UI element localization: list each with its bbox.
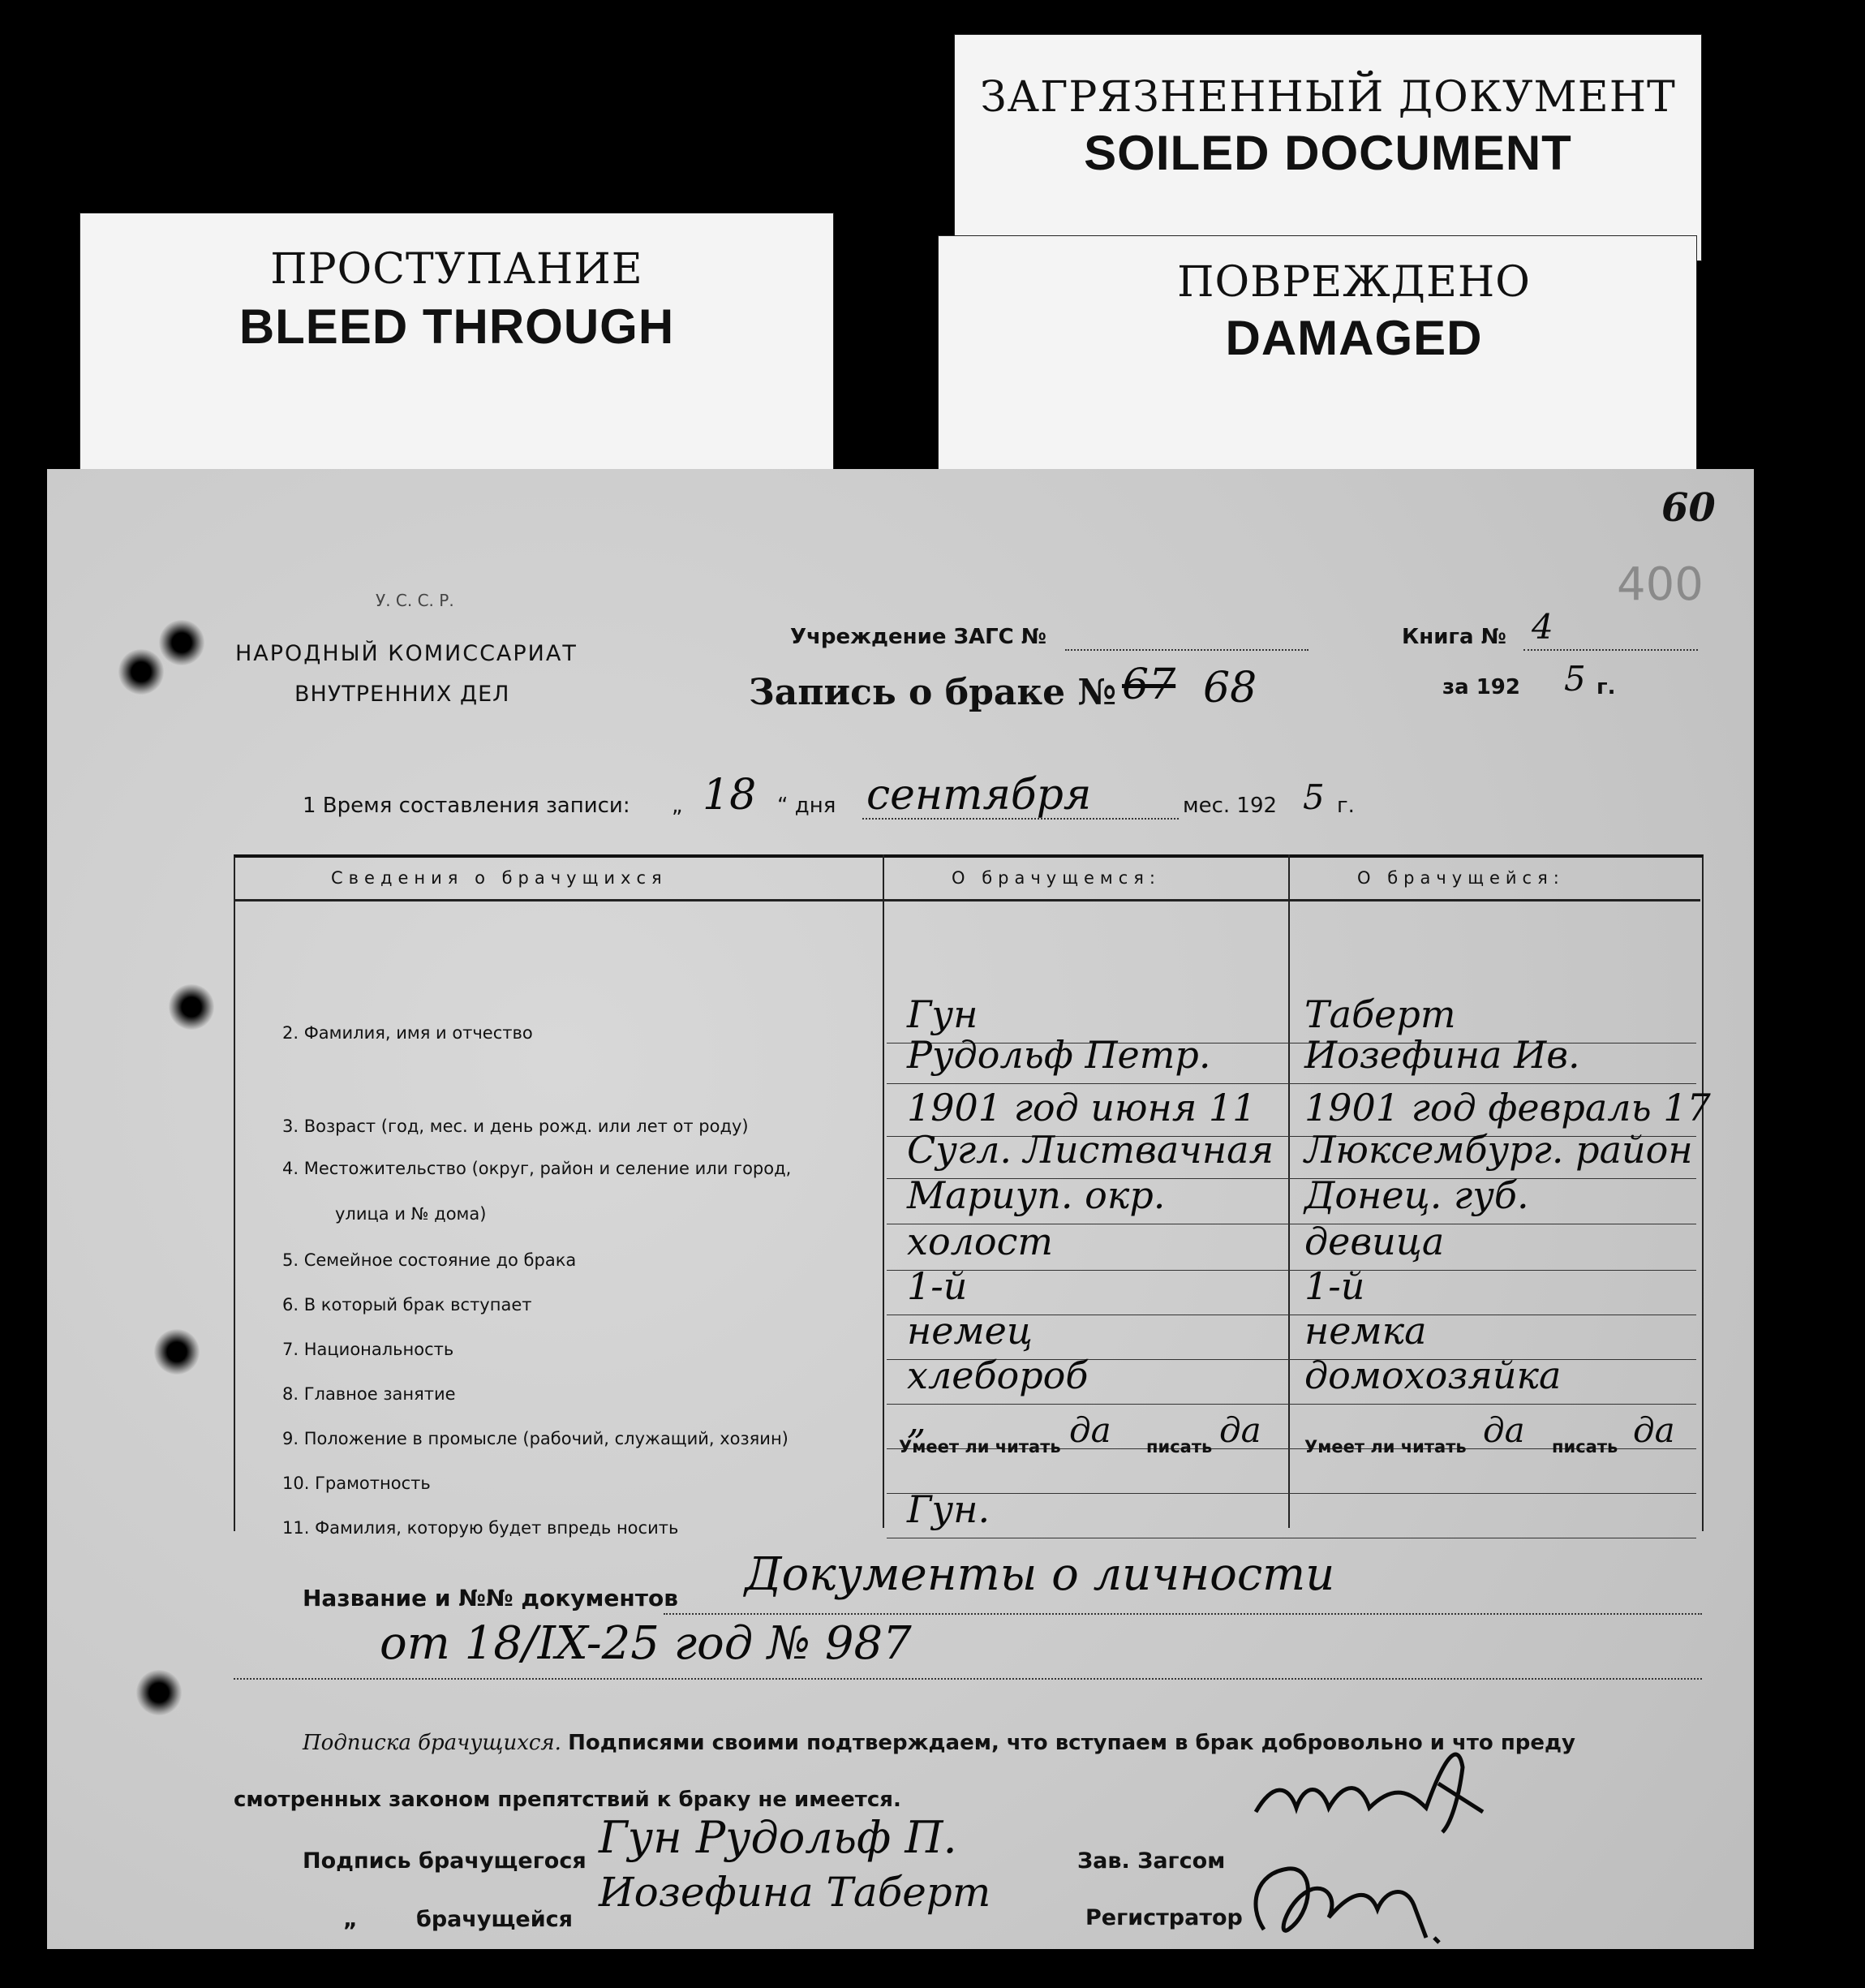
row-label: 3. Возраст (год, мес. и день рожд. или лет от роду) bbox=[282, 1117, 749, 1136]
record-time-label: 1 Время составления записи: bbox=[303, 794, 630, 818]
year-suffix: г. bbox=[1596, 675, 1616, 699]
bleed-through-ru: ПРОСТУПАНИЕ bbox=[270, 245, 643, 294]
row-label: 5. Семейное состояние до брака bbox=[282, 1250, 577, 1270]
documents-line-1 bbox=[664, 1613, 1702, 1615]
zags-label: Учреждение ЗАГС № bbox=[790, 625, 1047, 649]
pledge-text-1: Подписями своими подтверждаем, что вступаем в брак добровольно и что преду bbox=[568, 1731, 1575, 1755]
documents-line-2 bbox=[234, 1678, 1702, 1680]
col-header-info: Сведения о брачущихся bbox=[331, 868, 668, 888]
row-label: 8. Главное занятие bbox=[282, 1384, 456, 1404]
row-rule bbox=[887, 1270, 1696, 1271]
groom-value: Мариуп. окр. bbox=[907, 1173, 1166, 1217]
groom-read-value: да bbox=[1069, 1410, 1111, 1450]
mes-label: мес. 192 bbox=[1183, 794, 1278, 818]
page-number: 60 bbox=[1661, 485, 1716, 531]
row-label: улица и № дома) bbox=[335, 1204, 487, 1224]
groom-write-label: писать bbox=[1146, 1437, 1213, 1457]
groom-value: „ bbox=[907, 1398, 926, 1442]
registrar-signature bbox=[1240, 1840, 1483, 1962]
record-month: сентября bbox=[866, 771, 1092, 820]
bride-value: 1-й bbox=[1304, 1264, 1365, 1308]
groom-signature: Гун Рудольф П. bbox=[599, 1812, 957, 1863]
groom-value: 1901 год июня 11 bbox=[907, 1086, 1257, 1130]
row-label: 4. Местожительство (округ, район и селение или город, bbox=[282, 1159, 792, 1178]
row-rule bbox=[887, 1083, 1696, 1084]
row-label: 11. Фамилия, которую будет впредь носить bbox=[282, 1518, 679, 1538]
record-day: 18 bbox=[703, 771, 757, 820]
row-rule bbox=[887, 1493, 1696, 1494]
record-number: 68 bbox=[1203, 664, 1257, 712]
row-label: 2. Фамилия, имя и отчество bbox=[282, 1023, 533, 1043]
soiled-document-en: SOILED DOCUMENT bbox=[1084, 126, 1572, 180]
bride-read-label: Умеет ли читать bbox=[1304, 1437, 1467, 1457]
groom-value: Рудольф Петр. bbox=[907, 1033, 1211, 1077]
pledge-title: Подписка брачущихся. bbox=[303, 1731, 561, 1755]
bride-value: немка bbox=[1304, 1309, 1427, 1353]
pledge-line-2: смотренных законом препятствий к браку не имеется. bbox=[234, 1788, 901, 1812]
record-year-digit: 5 bbox=[1303, 777, 1325, 817]
bride-write-label: писать bbox=[1552, 1437, 1618, 1457]
punch-hole bbox=[169, 984, 214, 1030]
row-rule bbox=[887, 1404, 1696, 1405]
groom-value: Гун bbox=[907, 992, 978, 1036]
soiled-document-ru: ЗАГРЯЗНЕННЫЙ ДОКУМЕНТ bbox=[980, 73, 1676, 122]
row-label: 10. Грамотность bbox=[282, 1474, 431, 1493]
damaged-en: DAMAGED bbox=[1225, 311, 1483, 365]
bride-signature-label: брачущейся bbox=[416, 1907, 573, 1932]
punch-hole bbox=[154, 1329, 200, 1375]
book-line bbox=[1523, 649, 1698, 651]
bride-value: Люксембург. район bbox=[1304, 1128, 1693, 1172]
bride-write-value: да bbox=[1633, 1410, 1675, 1450]
book-label: Книга № bbox=[1402, 625, 1506, 649]
bride-value: девица bbox=[1304, 1220, 1445, 1263]
groom-value: немец bbox=[907, 1309, 1033, 1353]
registrar-label: Регистратор bbox=[1085, 1905, 1243, 1930]
bride-value: 1901 год февраль 17 bbox=[1304, 1086, 1711, 1130]
col-header-groom: О брачущемся: bbox=[952, 868, 1161, 888]
groom-signature-label: Подпись брачущегося bbox=[303, 1848, 587, 1874]
groom-read-label: Умеет ли читать bbox=[899, 1437, 1061, 1457]
commissariat-line-2: ВНУТРЕННИХ ДЕЛ bbox=[294, 682, 510, 707]
bride-value: Таберт bbox=[1304, 992, 1456, 1036]
bride-value: домохозяйка bbox=[1304, 1353, 1562, 1397]
head-zags-label: Зав. Загсом bbox=[1077, 1848, 1226, 1874]
head-zags-signature bbox=[1240, 1735, 1515, 1857]
bride-value: Донец. губ. bbox=[1304, 1173, 1529, 1217]
documents-value-2: от 18/IX-25 год № 987 bbox=[380, 1617, 912, 1670]
signature-quote: „ bbox=[343, 1907, 358, 1932]
marriage-record-sheet bbox=[47, 469, 1754, 1949]
damaged-flag bbox=[938, 235, 1697, 471]
ussr-label: У. С. С. Р. bbox=[376, 591, 454, 610]
record-title: Запись о браке № bbox=[749, 672, 1117, 713]
record-number-struck: 67 bbox=[1122, 661, 1176, 709]
bleed-through-en: BLEED THROUGH bbox=[238, 299, 675, 354]
groom-value: хлебороб bbox=[907, 1353, 1089, 1397]
groom-value: Гун. bbox=[907, 1487, 991, 1531]
bride-value: Иозефина Ив. bbox=[1304, 1033, 1580, 1077]
row-label: 7. Национальность bbox=[282, 1340, 454, 1359]
bride-read-value: да bbox=[1483, 1410, 1525, 1450]
punch-hole bbox=[136, 1670, 182, 1715]
year-label: за 192 bbox=[1442, 675, 1520, 699]
quote-close: “ дня bbox=[777, 794, 836, 818]
soiled-document-flag bbox=[954, 34, 1702, 261]
row-label: 6. В который брак вступает bbox=[282, 1295, 532, 1315]
zags-line bbox=[1065, 649, 1309, 651]
year-digit: 5 bbox=[1564, 659, 1586, 699]
groom-write-value: да bbox=[1219, 1410, 1261, 1450]
damaged-ru: ПОВРЕЖДЕНО bbox=[1177, 258, 1531, 307]
commissariat-line-1: НАРОДНЫЙ КОМИССАРИАТ bbox=[235, 641, 578, 666]
groom-value: холост bbox=[907, 1220, 1054, 1263]
documents-value-1: Документы о личности bbox=[745, 1548, 1335, 1601]
g-label: г. bbox=[1337, 794, 1355, 818]
column-divider bbox=[883, 854, 884, 1528]
groom-value: 1-й bbox=[907, 1264, 968, 1308]
punch-hole bbox=[118, 649, 164, 695]
bleed-through-flag bbox=[79, 213, 834, 488]
month-line bbox=[862, 818, 1179, 820]
quote-open: „ bbox=[672, 794, 683, 818]
header-rule bbox=[234, 899, 1700, 901]
row-label: 9. Положение в промысле (рабочий, служащий, хозяин) bbox=[282, 1429, 789, 1448]
documents-label: Название и №№ документов bbox=[303, 1585, 678, 1611]
book-number: 4 bbox=[1532, 607, 1553, 647]
column-divider bbox=[1288, 854, 1290, 1528]
punch-hole bbox=[159, 620, 204, 665]
groom-value: Сугл. Листвачная bbox=[907, 1128, 1274, 1172]
pencil-number: 400 bbox=[1617, 558, 1704, 611]
bride-signature: Иозефина Таберт bbox=[599, 1869, 991, 1916]
col-header-bride: О брачущейся: bbox=[1357, 868, 1565, 888]
